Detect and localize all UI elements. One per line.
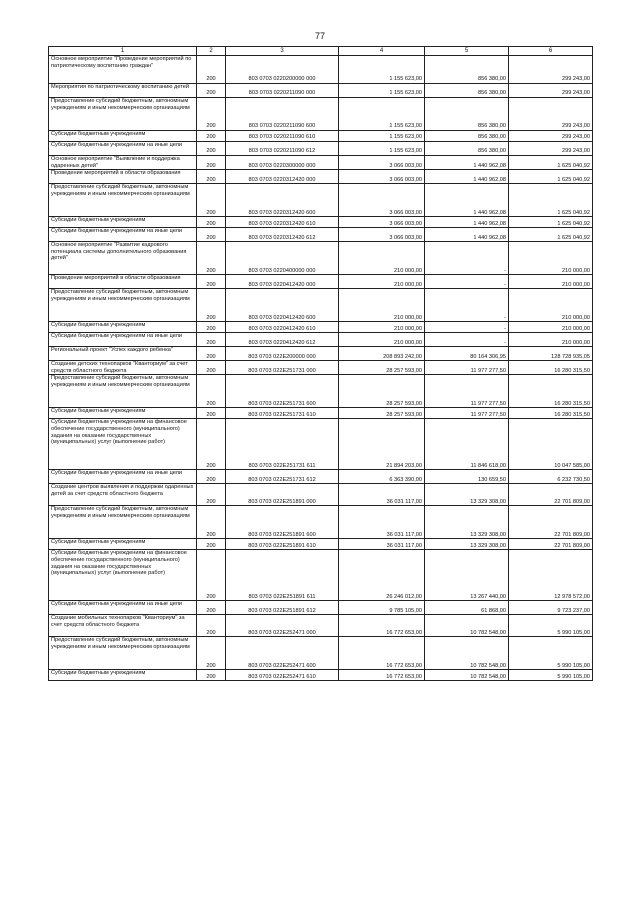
- row-name-cell: Предоставление субсидий бюджетным, автономным учреждениям и иным некоммерческим организациям: [49, 98, 197, 131]
- planned-amount-cell: 6 363 390,00: [339, 470, 425, 484]
- column-header: 3: [226, 47, 339, 56]
- grbs-cell: 200: [197, 228, 226, 242]
- grbs-cell: 200: [197, 98, 226, 131]
- grbs-cell: 200: [197, 333, 226, 347]
- remaining-amount-cell: 12 978 572,00: [509, 550, 593, 601]
- planned-amount-cell: 210 000,00: [339, 289, 425, 322]
- column-header: 6: [509, 47, 593, 56]
- executed-amount-cell: 1 440 962,08: [425, 156, 509, 170]
- table-row: [49, 228, 593, 242]
- executed-amount-cell: -: [425, 322, 509, 333]
- budget-code-cell: 803 0703 022E251891 611: [226, 550, 339, 601]
- table-row: [49, 615, 593, 637]
- budget-code-cell: 803 0703 022E251731 600: [226, 375, 339, 408]
- row-name-cell: Основное мероприятие "Проведение мероприятий по патриотическому воспитанию граждан": [49, 56, 197, 84]
- budget-code-cell: 803 0703 0220312420 610: [226, 217, 339, 228]
- planned-amount-cell: 210 000,00: [339, 242, 425, 275]
- planned-amount-cell: 3 066 003,00: [339, 217, 425, 228]
- grbs-cell: 200: [197, 539, 226, 550]
- table-row: [49, 670, 593, 681]
- remaining-amount-cell: 22 701 809,00: [509, 484, 593, 506]
- grbs-cell: 200: [197, 184, 226, 217]
- remaining-amount-cell: 5 990 105,00: [509, 615, 593, 637]
- table-row: [49, 56, 593, 84]
- remaining-amount-cell: 1 625 040,92: [509, 217, 593, 228]
- budget-code-cell: 803 0703 022E251731 610: [226, 408, 339, 419]
- table-row: [49, 637, 593, 670]
- table-row: [49, 347, 593, 361]
- row-name-cell: Субсидии бюджетным учреждениям: [49, 670, 197, 681]
- planned-amount-cell: 16 772 653,00: [339, 637, 425, 670]
- budget-code-cell: 803 0703 022E251731 611: [226, 419, 339, 470]
- table-row: [49, 550, 593, 601]
- planned-amount-cell: 3 066 003,00: [339, 170, 425, 184]
- table-body: [49, 56, 593, 681]
- column-header: 4: [339, 47, 425, 56]
- grbs-cell: 200: [197, 408, 226, 419]
- page-number: 77: [314, 31, 325, 41]
- executed-amount-cell: 61 868,00: [425, 601, 509, 615]
- table-row: [49, 98, 593, 131]
- column-header: 5: [425, 47, 509, 56]
- row-name-cell: Субсидии бюджетным учреждениям на финансовое обеспечение государственного (муниципального) задания на оказание государственных (муниципальных) услуг (выполнение работ): [49, 419, 197, 470]
- table-row: [49, 170, 593, 184]
- budget-code-cell: 803 0703 0220412420 610: [226, 322, 339, 333]
- table-row: [49, 601, 593, 615]
- row-name-cell: Предоставление субсидий бюджетным, автономным учреждениям и иным некоммерческим организациям: [49, 289, 197, 322]
- planned-amount-cell: 9 785 105,00: [339, 601, 425, 615]
- remaining-amount-cell: 6 232 730,50: [509, 470, 593, 484]
- budget-code-cell: 803 0703 0220312420 000: [226, 170, 339, 184]
- executed-amount-cell: 856 380,00: [425, 98, 509, 131]
- grbs-cell: 200: [197, 142, 226, 156]
- remaining-amount-cell: 1 625 040,92: [509, 156, 593, 170]
- remaining-amount-cell: 299 243,00: [509, 56, 593, 84]
- planned-amount-cell: 21 894 203,00: [339, 419, 425, 470]
- remaining-amount-cell: 210 000,00: [509, 322, 593, 333]
- executed-amount-cell: 10 782 548,00: [425, 637, 509, 670]
- planned-amount-cell: 26 246 012,00: [339, 550, 425, 601]
- table-row: [49, 419, 593, 470]
- planned-amount-cell: 1 155 623,00: [339, 131, 425, 142]
- executed-amount-cell: 11 977 277,50: [425, 361, 509, 375]
- column-header: 2: [197, 47, 226, 56]
- remaining-amount-cell: 299 243,00: [509, 131, 593, 142]
- row-name-cell: Субсидии бюджетным учреждениям на иные цели: [49, 333, 197, 347]
- budget-code-cell: 803 0703 0220412420 000: [226, 275, 339, 289]
- grbs-cell: 200: [197, 670, 226, 681]
- budget-code-cell: 803 0703 0220211090 000: [226, 84, 339, 98]
- row-name-cell: Субсидии бюджетным учреждениям: [49, 408, 197, 419]
- row-name-cell: Мероприятия по патриотическому воспитанию детей: [49, 84, 197, 98]
- executed-amount-cell: 11 977 277,50: [425, 375, 509, 408]
- grbs-cell: 200: [197, 84, 226, 98]
- row-name-cell: Субсидии бюджетным учреждениям: [49, 539, 197, 550]
- row-name-cell: Субсидии бюджетным учреждениям: [49, 131, 197, 142]
- table-row: [49, 322, 593, 333]
- executed-amount-cell: 13 329 308,00: [425, 484, 509, 506]
- planned-amount-cell: 1 155 623,00: [339, 56, 425, 84]
- budget-code-cell: 803 0703 022E252471 000: [226, 615, 339, 637]
- executed-amount-cell: 11 846 618,00: [425, 419, 509, 470]
- row-name-cell: Создание центров выявления и поддержки одаренных детей за счет средств областного бюджета: [49, 484, 197, 506]
- budget-code-cell: 803 0703 022E251891 612: [226, 601, 339, 615]
- grbs-cell: 200: [197, 347, 226, 361]
- grbs-cell: 200: [197, 361, 226, 375]
- row-name-cell: Основное мероприятие "Выявление и поддержка одаренных детей": [49, 156, 197, 170]
- table-row: [49, 275, 593, 289]
- remaining-amount-cell: 16 280 315,50: [509, 375, 593, 408]
- planned-amount-cell: 210 000,00: [339, 333, 425, 347]
- remaining-amount-cell: 22 701 809,00: [509, 506, 593, 539]
- remaining-amount-cell: 16 280 315,50: [509, 361, 593, 375]
- remaining-amount-cell: 299 243,00: [509, 98, 593, 131]
- table-row: [49, 506, 593, 539]
- executed-amount-cell: 10 782 548,00: [425, 670, 509, 681]
- executed-amount-cell: 13 329 308,00: [425, 539, 509, 550]
- table-header-row: [49, 47, 593, 56]
- row-name-cell: Предоставление субсидий бюджетным, автономным учреждениям и иным некоммерческим организациям: [49, 506, 197, 539]
- remaining-amount-cell: 128 728 935,05: [509, 347, 593, 361]
- budget-table: [48, 46, 593, 681]
- grbs-cell: 200: [197, 419, 226, 470]
- planned-amount-cell: 3 066 003,00: [339, 156, 425, 170]
- planned-amount-cell: 1 155 623,00: [339, 84, 425, 98]
- row-name-cell: Субсидии бюджетным учреждениям на иные цели: [49, 601, 197, 615]
- row-name-cell: Основное мероприятие "Развитие кадрового потенциала системы дополнительного образования детей": [49, 242, 197, 275]
- budget-code-cell: 803 0703 0220412420 600: [226, 289, 339, 322]
- grbs-cell: 200: [197, 484, 226, 506]
- grbs-cell: 200: [197, 637, 226, 670]
- grbs-cell: 200: [197, 242, 226, 275]
- table-row: [49, 217, 593, 228]
- row-name-cell: Региональный проект "Успех каждого ребенка": [49, 347, 197, 361]
- planned-amount-cell: 36 031 117,00: [339, 506, 425, 539]
- planned-amount-cell: 1 155 623,00: [339, 98, 425, 131]
- budget-code-cell: 803 0703 022E251891 610: [226, 539, 339, 550]
- row-name-cell: Субсидии бюджетным учреждениям на иные цели: [49, 470, 197, 484]
- row-name-cell: Предоставление субсидий бюджетным, автономным учреждениям и иным некоммерческим организациям: [49, 637, 197, 670]
- remaining-amount-cell: 210 000,00: [509, 242, 593, 275]
- budget-code-cell: 803 0703 022E252471 610: [226, 670, 339, 681]
- budget-code-cell: 803 0703 022E251731 000: [226, 361, 339, 375]
- executed-amount-cell: 80 164 306,95: [425, 347, 509, 361]
- row-name-cell: Предоставление субсидий бюджетным, автономным учреждениям и иным некоммерческим организациям: [49, 375, 197, 408]
- row-name-cell: Субсидии бюджетным учреждениям: [49, 217, 197, 228]
- executed-amount-cell: 11 977 277,50: [425, 408, 509, 419]
- column-header: 1: [49, 47, 197, 56]
- remaining-amount-cell: 299 243,00: [509, 142, 593, 156]
- row-name-cell: Субсидии бюджетным учреждениям: [49, 322, 197, 333]
- executed-amount-cell: 13 267 440,00: [425, 550, 509, 601]
- grbs-cell: 200: [197, 289, 226, 322]
- table-row: [49, 184, 593, 217]
- remaining-amount-cell: 1 625 040,92: [509, 228, 593, 242]
- executed-amount-cell: 1 440 962,08: [425, 170, 509, 184]
- table-row: [49, 289, 593, 322]
- executed-amount-cell: 10 782 548,00: [425, 615, 509, 637]
- table-row: [49, 333, 593, 347]
- budget-code-cell: 803 0703 0220200000 000: [226, 56, 339, 84]
- remaining-amount-cell: 299 243,00: [509, 84, 593, 98]
- table-row: [49, 84, 593, 98]
- executed-amount-cell: -: [425, 289, 509, 322]
- row-name-cell: Субсидии бюджетным учреждениям на финансовое обеспечение государственного (муниципального) задания на оказание государственных (муниципальных) услуг (выполнение работ): [49, 550, 197, 601]
- grbs-cell: 200: [197, 470, 226, 484]
- planned-amount-cell: 16 772 653,00: [339, 615, 425, 637]
- executed-amount-cell: 1 440 962,08: [425, 217, 509, 228]
- planned-amount-cell: 208 893 242,00: [339, 347, 425, 361]
- row-name-cell: Субсидии бюджетным учреждениям на иные цели: [49, 142, 197, 156]
- planned-amount-cell: 28 257 593,00: [339, 361, 425, 375]
- grbs-cell: 200: [197, 170, 226, 184]
- budget-code-cell: 803 0703 022E200000 000: [226, 347, 339, 361]
- grbs-cell: 200: [197, 131, 226, 142]
- row-name-cell: Предоставление субсидий бюджетным, автономным учреждениям и иным некоммерческим организациям: [49, 184, 197, 217]
- table-row: [49, 361, 593, 375]
- executed-amount-cell: -: [425, 242, 509, 275]
- planned-amount-cell: 28 257 593,00: [339, 375, 425, 408]
- executed-amount-cell: 1 440 962,08: [425, 228, 509, 242]
- remaining-amount-cell: 1 625 040,92: [509, 170, 593, 184]
- grbs-cell: 200: [197, 550, 226, 601]
- row-name-cell: Субсидии бюджетным учреждениям на иные цели: [49, 228, 197, 242]
- planned-amount-cell: 16 772 653,00: [339, 670, 425, 681]
- grbs-cell: 200: [197, 275, 226, 289]
- budget-code-cell: 803 0703 0220312420 612: [226, 228, 339, 242]
- budget-code-cell: 803 0703 0220211090 610: [226, 131, 339, 142]
- budget-code-cell: 803 0703 0220300000 000: [226, 156, 339, 170]
- grbs-cell: 200: [197, 322, 226, 333]
- executed-amount-cell: -: [425, 275, 509, 289]
- table-row: [49, 484, 593, 506]
- budget-code-cell: 803 0703 0220211090 600: [226, 98, 339, 131]
- planned-amount-cell: 1 155 623,00: [339, 142, 425, 156]
- remaining-amount-cell: 22 701 809,00: [509, 539, 593, 550]
- budget-code-cell: 803 0703 022E251891 000: [226, 484, 339, 506]
- remaining-amount-cell: 1 625 040,92: [509, 184, 593, 217]
- executed-amount-cell: 856 380,00: [425, 142, 509, 156]
- planned-amount-cell: 210 000,00: [339, 322, 425, 333]
- executed-amount-cell: -: [425, 333, 509, 347]
- planned-amount-cell: 3 066 003,00: [339, 228, 425, 242]
- row-name-cell: Проведение мероприятий в области образования: [49, 170, 197, 184]
- executed-amount-cell: 856 380,00: [425, 131, 509, 142]
- remaining-amount-cell: 210 000,00: [509, 275, 593, 289]
- executed-amount-cell: 13 329 308,00: [425, 506, 509, 539]
- table-row: [49, 131, 593, 142]
- executed-amount-cell: 856 380,00: [425, 56, 509, 84]
- grbs-cell: 200: [197, 506, 226, 539]
- table-row: [49, 242, 593, 275]
- budget-code-cell: 803 0703 0220412420 612: [226, 333, 339, 347]
- remaining-amount-cell: 210 000,00: [509, 333, 593, 347]
- grbs-cell: 200: [197, 615, 226, 637]
- remaining-amount-cell: 9 723 237,00: [509, 601, 593, 615]
- executed-amount-cell: 856 380,00: [425, 84, 509, 98]
- row-name-cell: Создание детских технопарков "Кванториум" за счет средств областного бюджета: [49, 361, 197, 375]
- row-name-cell: Проведение мероприятий в области образования: [49, 275, 197, 289]
- remaining-amount-cell: 16 280 315,50: [509, 408, 593, 419]
- budget-code-cell: 803 0703 0220211090 612: [226, 142, 339, 156]
- remaining-amount-cell: 10 047 585,00: [509, 419, 593, 470]
- budget-code-cell: 803 0703 022E251731 612: [226, 470, 339, 484]
- grbs-cell: 200: [197, 156, 226, 170]
- executed-amount-cell: 130 659,50: [425, 470, 509, 484]
- remaining-amount-cell: 5 990 105,00: [509, 670, 593, 681]
- table-row: [49, 408, 593, 419]
- table-row: [49, 375, 593, 408]
- table-row: [49, 156, 593, 170]
- remaining-amount-cell: 210 000,00: [509, 289, 593, 322]
- budget-code-cell: 803 0703 0220312420 600: [226, 184, 339, 217]
- grbs-cell: 200: [197, 375, 226, 408]
- table-row: [49, 539, 593, 550]
- planned-amount-cell: 3 066 003,00: [339, 184, 425, 217]
- executed-amount-cell: 1 440 962,08: [425, 184, 509, 217]
- grbs-cell: 200: [197, 601, 226, 615]
- row-name-cell: Создание мобильных технопарков "Кванториум" за счет средств областного бюджета: [49, 615, 197, 637]
- planned-amount-cell: 36 031 117,00: [339, 484, 425, 506]
- budget-code-cell: 803 0703 022E251891 600: [226, 506, 339, 539]
- budget-code-cell: 803 0703 0220400000 000: [226, 242, 339, 275]
- table-row: [49, 142, 593, 156]
- planned-amount-cell: 36 031 117,00: [339, 539, 425, 550]
- remaining-amount-cell: 5 990 105,00: [509, 637, 593, 670]
- grbs-cell: 200: [197, 217, 226, 228]
- grbs-cell: 200: [197, 56, 226, 84]
- table-row: [49, 470, 593, 484]
- planned-amount-cell: 210 000,00: [339, 275, 425, 289]
- planned-amount-cell: 28 257 593,00: [339, 408, 425, 419]
- budget-code-cell: 803 0703 022E252471 600: [226, 637, 339, 670]
